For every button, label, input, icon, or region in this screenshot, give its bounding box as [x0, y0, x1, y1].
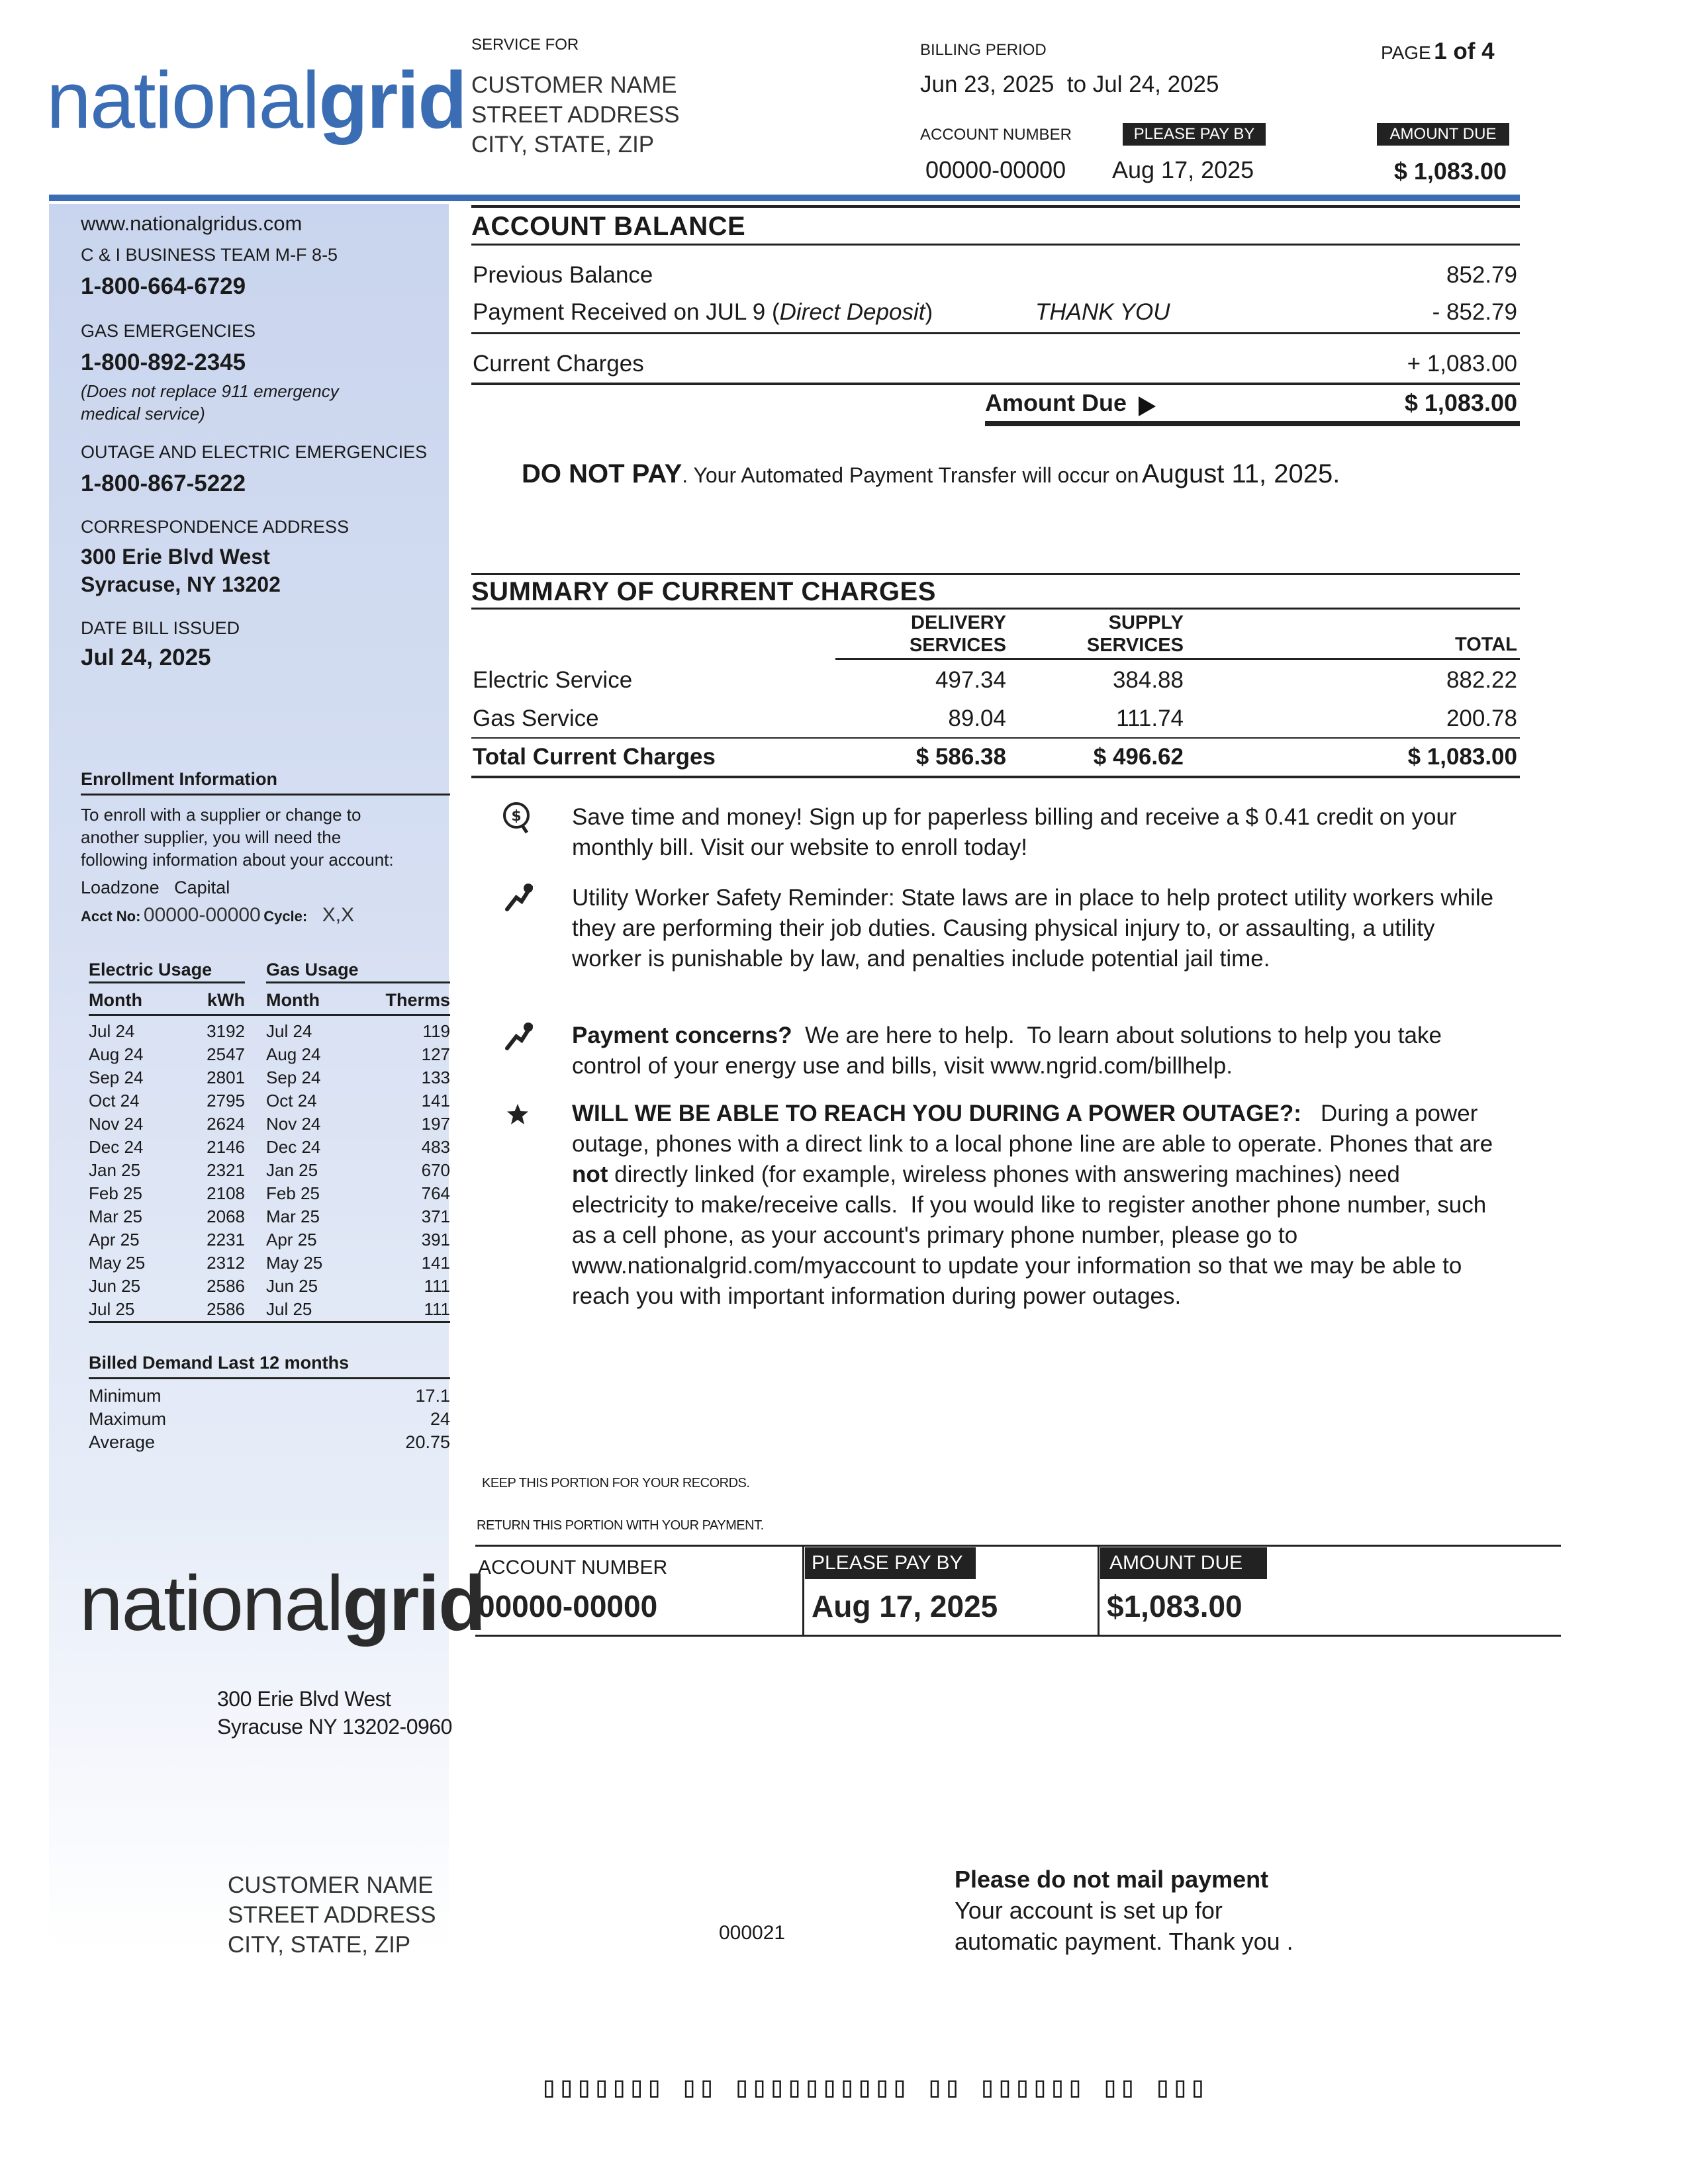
billing-period: Jun 23, 2025 to Jul 24, 2025 [920, 71, 1219, 97]
therms-cell: 141 [421, 1091, 450, 1111]
spacer-cell [245, 1205, 266, 1228]
summary-top-rule [471, 573, 1520, 575]
current-charges-value: + 1,083.00 [1407, 351, 1517, 377]
enrollment-text-1: To enroll with a supplier or change to [81, 805, 361, 825]
payment-text-b: ) [925, 299, 933, 325]
customer-city: CITY, STATE, ZIP [471, 132, 655, 158]
electric-month-cell: Sep 24 [89, 1068, 144, 1087]
acct-no-label: Acct No: [81, 908, 141, 925]
gas-emergencies-label: GAS EMERGENCIES [81, 321, 256, 341]
correspondence-line1: 300 Erie Blvd West [81, 545, 270, 569]
gas-emergencies-phone: 1-800-892-2345 [81, 349, 246, 375]
kwh-cell: 2068 [207, 1206, 245, 1226]
service-for-label: SERVICE FOR [471, 36, 579, 54]
message-paperless: Save time and money! Sign up for paperless billing and receive a $ 0.41 credit on your monthly bill. Visit our website to enroll today! [572, 804, 1457, 860]
gas-month-cell: Feb 25 [266, 1183, 320, 1203]
total-total: $ 1,083.00 [1407, 744, 1517, 770]
service-customer-block [471, 70, 679, 159]
business-team-label: C & I BUSINESS TEAM M-F 8-5 [81, 245, 338, 265]
stub-customer-name: CUSTOMER NAME [228, 1872, 434, 1898]
electric-month-cell: May 25 [89, 1253, 146, 1273]
usage-section [89, 960, 450, 1323]
demand-label: Maximum [89, 1409, 167, 1429]
electric-month-cell: Dec 24 [89, 1137, 144, 1157]
gas-delivery: 89.04 [948, 705, 1006, 731]
therms-cell: 483 [421, 1137, 450, 1157]
stub-amount-due-tag: AMOUNT DUE [1100, 1547, 1267, 1579]
no-mail-line2: automatic payment. Thank you . [955, 1928, 1293, 1955]
amount-due-tag: AMOUNT DUE [1377, 123, 1509, 146]
usage-table [89, 1020, 450, 1323]
electric-month-cell: Aug 24 [89, 1044, 144, 1064]
logo-part-grid: grid [318, 55, 466, 145]
stub-customer-block [228, 1870, 436, 1960]
star-icon [506, 1103, 530, 1126]
account-number-label: ACCOUNT NUMBER [920, 126, 1072, 144]
usage-titles [89, 960, 450, 986]
previous-balance-value: 852.79 [1446, 262, 1517, 288]
payment-received-label [473, 299, 933, 326]
spacer-cell [245, 1066, 266, 1089]
gas-supply: 111.74 [1116, 705, 1184, 731]
electric-month-cell: Oct 24 [89, 1091, 140, 1111]
usage-row [89, 1205, 450, 1228]
lightbulb-dollar-icon [500, 801, 535, 835]
customer-street: STREET ADDRESS [471, 102, 680, 128]
kwh-cell: 2321 [207, 1160, 245, 1180]
stub-top-rule [475, 1545, 1561, 1547]
delivery-header [880, 612, 1006, 657]
demand-section [89, 1353, 450, 1454]
summary-rows-rule [471, 737, 1520, 739]
acct-no-value: 00000-00000 [143, 904, 261, 926]
demand-row [89, 1408, 450, 1431]
spacer-cell [245, 1228, 266, 1251]
electric-month-cell: Jun 25 [89, 1276, 141, 1296]
therms-cell: 371 [421, 1206, 450, 1226]
balance-title-rule [471, 244, 1520, 246]
do-not-pay-text: . Your Automated Payment Transfer will occur on [682, 463, 1139, 487]
therms-cell: 111 [424, 1299, 450, 1319]
spacer-cell [245, 1251, 266, 1275]
supply-header-2: SERVICES [1086, 635, 1184, 656]
page-indicator [1381, 38, 1495, 65]
summary-header-rule [835, 658, 1520, 660]
gas-month-header: Month [266, 990, 320, 1010]
electric-month-cell: Nov 24 [89, 1114, 144, 1134]
keep-portion-text: KEEP THIS PORTION FOR YOUR RECORDS. [482, 1476, 750, 1490]
stub-amount-due: $1,083.00 [1107, 1589, 1243, 1623]
usage-row [89, 1113, 450, 1136]
amount-due-thick-rule [985, 421, 1520, 426]
therms-cell: 391 [421, 1230, 450, 1250]
gas-month-cell: Jan 25 [266, 1160, 318, 1180]
message-payment-concerns [572, 1021, 1499, 1081]
spacer-cell [245, 1136, 266, 1159]
usage-table-body [89, 1020, 450, 1322]
gas-month-cell: Apr 25 [266, 1230, 317, 1250]
total-delivery: $ 586.38 [915, 744, 1006, 770]
enrollment-title: Enrollment Information [81, 769, 450, 796]
gas-month-cell: Dec 24 [266, 1137, 321, 1157]
pay-by-tag: PLEASE PAY BY [1123, 123, 1266, 146]
usage-row [89, 1020, 450, 1043]
demand-row [89, 1431, 450, 1454]
header-pay-by-date: Aug 17, 2025 [1112, 156, 1254, 183]
electric-month-cell: Mar 25 [89, 1206, 142, 1226]
stub-account-label: ACCOUNT NUMBER [478, 1557, 668, 1578]
demand-rows [89, 1385, 450, 1454]
gas-month-cell: May 25 [266, 1253, 323, 1273]
page-value: 1 of 4 [1434, 38, 1495, 64]
gas-note-1: (Does not replace 911 emergency [81, 381, 339, 401]
outage-label: OUTAGE AND ELECTRIC EMERGENCIES [81, 442, 428, 462]
electric-month-header: Month [89, 990, 142, 1010]
therms-cell: 670 [421, 1160, 450, 1180]
electric-month-cell: Jan 25 [89, 1160, 141, 1180]
message-worker-safety: Utility Worker Safety Reminder: State laws are in place to help protect utility workers while they are performing their job duties. Causing physical injury to, or assaulting, a utility worker is punishable by law, and penalties include potential jail time. [572, 885, 1494, 972]
demand-value: 24 [430, 1409, 450, 1429]
no-mail-notice [955, 1864, 1293, 1957]
sequence-number: 000021 [719, 1922, 786, 1944]
spacer-cell [245, 1113, 266, 1136]
gas-month-cell: Jul 25 [266, 1299, 312, 1319]
payment-concerns-icon [502, 1019, 536, 1054]
thank-you: THANK YOU [1035, 299, 1170, 325]
electric-usage-title: Electric Usage [89, 960, 245, 983]
gas-total: 200.78 [1446, 705, 1517, 731]
electric-month-cell: Apr 25 [89, 1230, 140, 1250]
kwh-cell: 2547 [207, 1044, 245, 1064]
kwh-cell: 2795 [207, 1091, 245, 1111]
usage-row [89, 1228, 450, 1251]
kwh-cell: 2586 [207, 1276, 245, 1296]
total-supply: $ 496.62 [1093, 744, 1184, 770]
payment-rule [471, 332, 1520, 334]
return-address-1: 300 Erie Blvd West [217, 1687, 391, 1711]
electric-supply: 384.88 [1112, 667, 1184, 693]
demand-row [89, 1385, 450, 1408]
worker-safety-icon [502, 880, 536, 915]
spacer-cell [245, 1182, 266, 1205]
gas-month-cell: Oct 24 [266, 1091, 317, 1111]
summary-bottom-rule [471, 776, 1520, 778]
power-outage-bold: WILL WE BE ABLE TO REACH YOU DURING A POWER OUTAGE?: [572, 1101, 1301, 1126]
logo-part-national: national [46, 55, 319, 145]
current-charges-label: Current Charges [473, 351, 644, 377]
demand-label: Average [89, 1432, 156, 1452]
page-label: PAGE [1381, 42, 1431, 63]
loadzone-label: Loadzone [81, 878, 160, 897]
return-portion-text: RETURN THIS PORTION WITH YOUR PAYMENT. [477, 1518, 764, 1533]
do-not-pay: DO NOT PAY [522, 459, 682, 488]
summary-title-rule [471, 608, 1520, 610]
payment-text-italic: Direct Deposit [779, 299, 925, 325]
kwh-cell: 2801 [207, 1068, 245, 1087]
power-outage-text-b: directly linked (for example, wireless phones with answering machines) need electricity to make/receive calls. If you would like to register another phone number, such as a cell phone, as your account's primary phone number, please go to www.nationalgrid.com/myaccount to update your information so that we may be able to reach you with important information during power outages. [572, 1161, 1493, 1309]
kwh-header: kWh [207, 990, 245, 1010]
therms-cell: 133 [421, 1068, 450, 1087]
billing-period-label: BILLING PERIOD [920, 41, 1047, 59]
stub-customer-street: STREET ADDRESS [228, 1902, 436, 1928]
usage-row [89, 1066, 450, 1089]
customer-name: CUSTOMER NAME [471, 72, 677, 98]
acct-cycle-row [81, 904, 450, 927]
play-arrow-icon [1139, 396, 1156, 420]
usage-row [89, 1043, 450, 1066]
correspondence-line2: Syracuse, NY 13202 [81, 572, 281, 596]
no-mail-line1: Your account is set up for [955, 1897, 1223, 1924]
usage-row [89, 1251, 450, 1275]
demand-label: Minimum [89, 1386, 162, 1406]
enrollment-text-2: another supplier, you will need the [81, 827, 342, 847]
therms-header: Therms [385, 990, 450, 1010]
ocr-scanline: ▯▯▯▯▯▯▯ ▯▯ ▯▯▯▯▯▯▯▯▯▯ ▯▯ ▯▯▯▯▯▯ ▯▯ ▯▯▯ [540, 2070, 1207, 2104]
gas-usage-title: Gas Usage [266, 960, 450, 983]
spacer-cell [245, 1275, 266, 1298]
electric-total: 882.22 [1446, 667, 1517, 693]
total-header: TOTAL [1455, 634, 1517, 655]
stub-nationalgrid-logo [79, 1561, 485, 1647]
previous-balance-label: Previous Balance [473, 262, 653, 288]
nationalgrid-logo [46, 57, 466, 143]
usage-row [89, 1159, 450, 1182]
therms-cell: 141 [421, 1253, 450, 1273]
loadzone-value: Capital [174, 878, 230, 897]
usage-row [89, 1182, 450, 1205]
balance-amount-due-label: Amount Due [985, 389, 1127, 416]
website-link[interactable]: www.nationalgridus.com [81, 212, 303, 235]
electric-delivery: 497.34 [935, 667, 1006, 693]
stub-pay-by-tag: PLEASE PAY BY [805, 1547, 976, 1579]
header-account-number: 00000-00000 [925, 156, 1066, 183]
spacer-cell [245, 1159, 266, 1182]
balance-amount-due-row [985, 389, 1156, 420]
spacer-cell [245, 1020, 266, 1043]
kwh-cell: 2108 [207, 1183, 245, 1203]
total-current-label: Total Current Charges [473, 744, 716, 770]
therms-cell: 119 [422, 1021, 450, 1041]
summary-title: SUMMARY OF CURRENT CHARGES [471, 577, 936, 606]
power-outage-text-a: During a power outage, phones with a direct link to a local phone line are able to operate. Phones that are [572, 1101, 1499, 1157]
demand-value: 17.1 [415, 1386, 450, 1406]
account-balance-title: ACCOUNT BALANCE [471, 212, 746, 241]
enrollment-section [81, 769, 450, 927]
stub-bottom-rule [475, 1635, 1561, 1637]
correspondence-label: CORRESPONDENCE ADDRESS [81, 517, 350, 537]
date-issued-label: DATE BILL ISSUED [81, 618, 240, 638]
payment-concerns-text: We are here to help. To learn about solutions to help you take control of your energy use and bills, visit www.ngrid.com/billhelp. [572, 1023, 1448, 1079]
gas-month-cell: Mar 25 [266, 1206, 320, 1226]
stub-logo-part-grid: grid [342, 1560, 485, 1647]
balance-amount-due-value: $ 1,083.00 [1404, 389, 1517, 416]
stub-divider-1 [802, 1546, 804, 1636]
gas-month-cell: Sep 24 [266, 1068, 321, 1087]
therms-cell: 764 [421, 1183, 450, 1203]
electric-month-cell: Feb 25 [89, 1183, 142, 1203]
delivery-header-1: DELIVERY [911, 612, 1006, 633]
therms-cell: 197 [421, 1114, 450, 1134]
enrollment-text-3: following information about your account: [81, 850, 394, 870]
sidebar-contact [81, 210, 451, 672]
stub-logo-part-national: national [79, 1560, 343, 1647]
electric-month-cell: Jul 24 [89, 1021, 135, 1041]
message-power-outage [572, 1099, 1499, 1312]
do-not-pay-notice [522, 459, 1340, 489]
delivery-header-2: SERVICES [909, 635, 1006, 656]
gas-note-2: medical service) [81, 404, 205, 424]
spacer-cell [245, 1089, 266, 1113]
usage-row [89, 1089, 450, 1113]
current-charges-rule [471, 383, 1520, 385]
header-blue-rule [49, 195, 1520, 201]
usage-headers [89, 989, 450, 1016]
loadzone-row [81, 875, 450, 900]
date-issued: Jul 24, 2025 [81, 645, 211, 670]
outage-phone: 1-800-867-5222 [81, 471, 246, 496]
usage-row [89, 1275, 450, 1298]
electric-service-label: Electric Service [473, 667, 633, 693]
stub-pay-by-date: Aug 17, 2025 [812, 1589, 998, 1623]
supply-header [1072, 612, 1184, 657]
stub-account-number: 00000-00000 [478, 1589, 658, 1623]
payment-text-a: Payment Received on JUL 9 ( [473, 299, 780, 325]
do-not-pay-date: August 11, 2025. [1141, 459, 1340, 488]
kwh-cell: 3192 [207, 1021, 245, 1041]
cycle-value: X,X [322, 904, 355, 926]
electric-month-cell: Jul 25 [89, 1299, 135, 1319]
demand-value: 20.75 [405, 1432, 450, 1452]
balance-top-rule [471, 205, 1520, 208]
kwh-cell: 2586 [207, 1299, 245, 1319]
spacer-cell [245, 1043, 266, 1066]
usage-row [89, 1298, 450, 1322]
kwh-cell: 2146 [207, 1137, 245, 1157]
gas-month-cell: Jun 25 [266, 1276, 318, 1296]
stub-divider-2 [1098, 1546, 1100, 1636]
spacer-cell [245, 1298, 266, 1322]
kwh-cell: 2231 [207, 1230, 245, 1250]
supply-header-1: SUPPLY [1108, 612, 1184, 633]
therms-cell: 111 [424, 1276, 450, 1296]
gas-service-label: Gas Service [473, 705, 599, 731]
power-outage-not: not [572, 1161, 608, 1187]
business-team-phone: 1-800-664-6729 [81, 273, 246, 299]
svg-text:$: $ [511, 808, 522, 825]
therms-cell: 127 [421, 1044, 450, 1064]
kwh-cell: 2624 [207, 1114, 245, 1134]
header-amount-due: $ 1,083.00 [1393, 158, 1507, 185]
gas-month-cell: Jul 24 [266, 1021, 312, 1041]
usage-row [89, 1136, 450, 1159]
cycle-label: Cycle: [263, 908, 308, 925]
demand-title: Billed Demand Last 12 months [89, 1353, 450, 1379]
return-address [217, 1685, 452, 1741]
stub-customer-city: CITY, STATE, ZIP [228, 1932, 411, 1958]
payment-concerns-bold: Payment concerns? [572, 1023, 792, 1048]
kwh-cell: 2312 [207, 1253, 245, 1273]
gas-month-cell: Nov 24 [266, 1114, 321, 1134]
no-mail-title: Please do not mail payment [955, 1866, 1269, 1893]
gas-month-cell: Aug 24 [266, 1044, 321, 1064]
payment-received-value: - 852.79 [1432, 299, 1517, 325]
return-address-2: Syracuse NY 13202-0960 [217, 1715, 452, 1739]
